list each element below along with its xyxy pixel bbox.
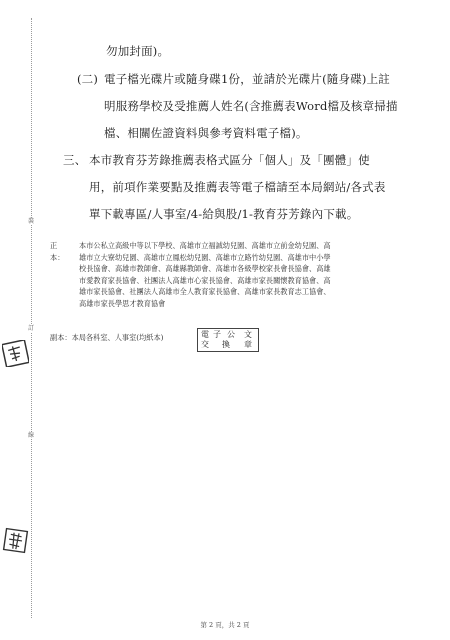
recipients-line: 市愛教育家長協會、社團法人高雄市心家長協會、高雄市家長關懷教育協會、高	[79, 275, 331, 285]
item-3-line-3: 單下載專區/人事室/4-給與股/1-教育芬芳錄內下載。	[89, 207, 359, 221]
body-line-continuation: 勿加封面)。	[106, 44, 170, 58]
item-3-line-1: 本市教育芬芳錄推薦表格式區分「個人」及「團體」使	[89, 153, 370, 167]
item-2-line-3: 檔、相關佐證資料與參考資料電子檔)。	[104, 126, 308, 140]
stamp-char: 子	[213, 330, 221, 339]
binding-char-bottom: 線	[28, 432, 35, 439]
item-3-line-2: 用，前項作業要點及推薦表等電子檔請至本局網站/各式表	[89, 180, 386, 194]
stamp-char: 章	[244, 340, 252, 349]
item-3-label: 三、	[63, 153, 87, 167]
item-2-line-1: 電子檔光碟片或隨身碟1份，並請於光碟片(隨身碟)上註	[104, 72, 390, 86]
recipients-line: 雄市立大寮幼兒園、高雄市立鳳松幼兒園、高雄市立路竹幼兒園、高雄市中小學	[79, 252, 331, 262]
recipients-line: 雄市家長協會、社團法人高雄市全人教育家長協會、高雄市家長教育志工協會、	[79, 287, 331, 296]
stamp-char: 換	[222, 340, 230, 349]
stamp-char: 公	[227, 330, 235, 339]
page-number: 第 2 頁，共 2 頁	[200, 621, 250, 629]
binding-char-middle: 訂	[28, 325, 35, 332]
distribution-copy-recipients: 本局各科室、人事室(均紙本)	[71, 333, 164, 342]
stamp-char: 電	[201, 330, 209, 339]
binding-char-top: 裝	[28, 218, 35, 225]
electronic-exchange-stamp	[197, 328, 259, 352]
distribution-copy-label: 副本：	[50, 333, 72, 342]
distribution-main-recipients	[79, 240, 429, 309]
stamp-char: 文	[244, 330, 252, 339]
distribution-main-label: 正本：	[50, 241, 65, 262]
stamp-char: 交	[201, 340, 209, 349]
recipients-line: 高雄市家長學思才教育協會	[79, 298, 166, 308]
item-2-line-2: 明服務學校及受推薦人姓名(含推薦表Word檔及核章掃描	[104, 99, 398, 113]
seal-stamp-lower	[2, 527, 29, 554]
recipients-line: 本市公私立高級中等以下學校、高雄市立福誠幼兒園、高雄市立前金幼兒園、高	[79, 241, 331, 250]
item-2-label: (二)	[77, 72, 99, 86]
seal-stamp-upper	[2, 340, 29, 367]
distribution-copy	[50, 332, 163, 343]
recipients-line: 校長協會、高雄市教師會、高雄縣教師會、高雄市各級學校家長會長協會、高雄	[79, 264, 331, 273]
binding-line	[31, 18, 32, 618]
